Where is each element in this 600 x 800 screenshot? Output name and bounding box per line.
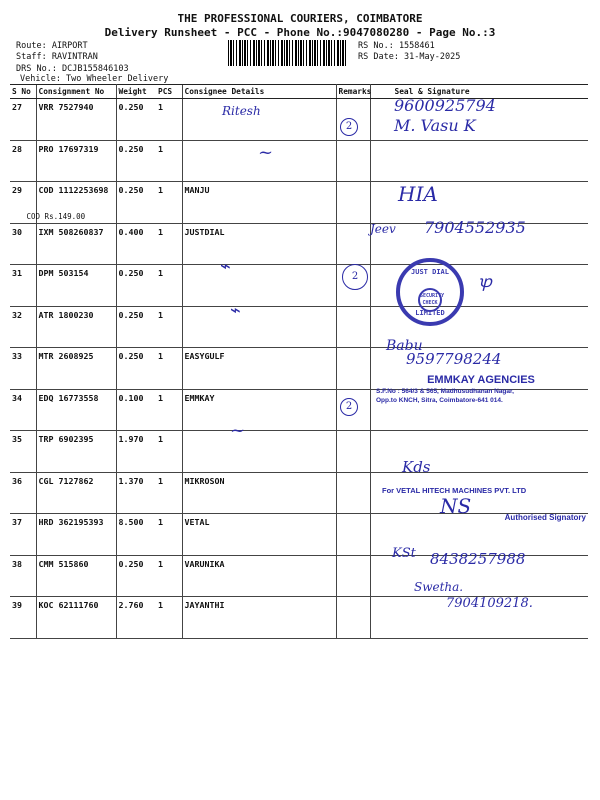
- cell-consignment-text: HRD 362195393: [38, 517, 104, 527]
- cell-consignment-text: PRO 17697319: [38, 143, 99, 154]
- hw-sign-29: HIA: [398, 182, 438, 206]
- cell-sno-text: 33: [12, 351, 22, 361]
- hw-name-33: Babu: [386, 338, 423, 354]
- hw-dash-31: ⌁: [220, 256, 231, 277]
- cell-pcs-text: 1: [158, 392, 163, 403]
- cell-remarks: [336, 472, 370, 514]
- hw-sign-37: NS: [440, 494, 472, 518]
- hw-dash-28: ~: [258, 142, 274, 163]
- cell-sno: [10, 348, 36, 390]
- cell-pcs: [156, 182, 182, 224]
- cell-remarks: [336, 514, 370, 556]
- cell-consignment: [36, 140, 116, 182]
- emmkay-stamp-address2: Opp.to KNCH, Sitra, Coimbatore-641 014.: [376, 397, 503, 404]
- cell-consignment: [36, 597, 116, 639]
- runsheet-subtitle: Delivery Runsheet - PCC - Phone No.:9047080280 - Page No.:3: [104, 26, 496, 39]
- cell-weight: [116, 348, 156, 390]
- col-pcs: PCS: [156, 85, 182, 99]
- cell-sno-text: 32: [12, 309, 22, 320]
- cell-weight: [116, 514, 156, 556]
- cell-consignment-text: IXM 508260837: [38, 226, 104, 237]
- cell-consignee-text: EMMKAY: [184, 392, 215, 403]
- cell-sno: [10, 389, 36, 431]
- cell-sno-text: 38: [12, 558, 22, 569]
- cell-remarks: [336, 348, 370, 390]
- cell-consignment-text: COD 1112253698: [38, 185, 109, 195]
- cell-remarks: [336, 140, 370, 182]
- cell-consignee: [182, 597, 336, 639]
- cell-weight-text: 0.250: [118, 185, 144, 195]
- table-row: [10, 140, 588, 182]
- runsheet-title: THE PROFESSIONAL COURIERS, COIMBATORE: [177, 12, 423, 25]
- cell-consignment: [36, 265, 116, 307]
- cell-consignee: [182, 472, 336, 514]
- emmkay-stamp-address1: S.F.No : 564/3 & 565, Madhusudhanan Nagar,: [376, 388, 514, 395]
- cell-consignee-text: JUSTDIAL: [184, 226, 225, 237]
- cell-sno-text: 31: [12, 268, 22, 278]
- justdial-stamp-center: SECURITY CHECK: [418, 288, 442, 312]
- hw-sign-31: ꝕ: [478, 272, 492, 291]
- cell-consignment-text: CMM 515860: [38, 558, 89, 569]
- hw-sign-38: KSt: [392, 546, 416, 561]
- cell-signature: [370, 140, 588, 182]
- hw-consignee-27: Ritesh: [222, 104, 261, 118]
- hw-sign-30: Jeev: [370, 222, 396, 236]
- cell-consignment-text: KOC 62111760: [38, 600, 99, 610]
- cell-weight: [116, 99, 156, 141]
- cell-pcs: [156, 597, 182, 639]
- cell-consignee: [182, 555, 336, 597]
- hw-sign-36: Kds: [402, 458, 431, 476]
- cell-pcs: [156, 223, 182, 265]
- cell-sno: [10, 99, 36, 141]
- cell-consignee: [182, 348, 336, 390]
- cell-consignment-text: TRP 6902395: [38, 434, 94, 444]
- cell-pcs: [156, 99, 182, 141]
- cell-consignment-text: VRR 7527940: [38, 102, 94, 112]
- hw-name-39: Swetha.: [414, 580, 464, 594]
- cell-consignment-text: MTR 2608925: [38, 351, 94, 361]
- cell-consignee-text: JAYANTHI: [184, 600, 225, 610]
- col-consignee: Consignee Details: [182, 85, 336, 99]
- cell-consignment-text: DPM 503154: [38, 268, 89, 278]
- cell-weight: [116, 472, 156, 514]
- cell-weight: [116, 223, 156, 265]
- cell-weight-text: 0.250: [118, 309, 144, 320]
- emmkay-stamp: [376, 374, 586, 404]
- cell-consignee: [182, 306, 336, 348]
- cell-consignee: [182, 223, 336, 265]
- cell-consignee-text: VARUNIKA: [184, 558, 225, 569]
- cell-weight-text: 0.250: [118, 102, 144, 112]
- justdial-stamp-bottom: LIMITED: [415, 309, 445, 317]
- cell-pcs-text: 1: [158, 226, 163, 237]
- col-sno: S No: [10, 85, 36, 99]
- col-weight: Weight: [116, 85, 156, 99]
- cell-pcs-text: 1: [158, 268, 163, 278]
- hw-sign-27: M. Vasu K: [394, 116, 476, 135]
- table-row: [10, 99, 588, 141]
- col-remarks: Remarks: [336, 85, 370, 99]
- cell-sno: [10, 306, 36, 348]
- justdial-stamp: [396, 258, 464, 326]
- cell-weight: [116, 431, 156, 473]
- cell-pcs-text: 1: [158, 475, 163, 486]
- cell-pcs-text: 1: [158, 517, 163, 527]
- cell-weight-text: 8.500: [118, 517, 144, 527]
- cell-weight-text: 0.100: [118, 392, 144, 403]
- cell-pcs: [156, 306, 182, 348]
- cell-remarks: [336, 597, 370, 639]
- cell-consignment: [36, 348, 116, 390]
- justdial-stamp-top: JUST DIAL: [411, 268, 449, 276]
- barcode: [228, 40, 348, 66]
- hw-phone-27: 9600925794: [394, 96, 496, 115]
- remark-mark-34: 2: [340, 398, 358, 416]
- cell-sno-text: 34: [12, 392, 22, 403]
- cell-sno: [10, 431, 36, 473]
- cell-consignee-text: MANJU: [184, 185, 210, 195]
- cell-pcs: [156, 348, 182, 390]
- table-row: [10, 182, 588, 224]
- cell-weight: [116, 597, 156, 639]
- cell-sno-text: 39: [12, 600, 22, 610]
- cell-pcs: [156, 140, 182, 182]
- cell-pcs-text: 1: [158, 102, 163, 112]
- cell-sno: [10, 140, 36, 182]
- cell-pcs-text: 1: [158, 351, 163, 361]
- vetal-stamp-name: For VETAL HITECH MACHINES PVT. LTD: [382, 486, 527, 495]
- cell-consignee-text: EASYGULF: [184, 351, 225, 361]
- cell-sno-text: 36: [12, 475, 22, 486]
- cell-sno: [10, 223, 36, 265]
- cell-consignment: [36, 472, 116, 514]
- cell-weight: [116, 182, 156, 224]
- cell-weight: [116, 140, 156, 182]
- cell-consignment-text: EDQ 16773558: [38, 392, 99, 403]
- rs-date: RS Date: 31-May-2025: [358, 52, 461, 62]
- cell-consignment: [36, 99, 116, 141]
- cell-consignment: [36, 389, 116, 431]
- cell-remarks: [336, 431, 370, 473]
- cell-sno-text: 37: [12, 517, 22, 527]
- remark-mark-31: 2: [342, 264, 368, 290]
- cell-sno: [10, 555, 36, 597]
- cell-sno-text: 27: [12, 102, 22, 112]
- cell-consignee: [182, 265, 336, 307]
- cell-remarks: [336, 223, 370, 265]
- cell-weight: [116, 389, 156, 431]
- cell-weight-text: 0.250: [118, 351, 144, 361]
- cell-consignee: [182, 182, 336, 224]
- cell-consignment: [36, 223, 116, 265]
- cell-consignee: [182, 514, 336, 556]
- hw-phone-38: 8438257988: [430, 550, 526, 568]
- cell-sno: [10, 514, 36, 556]
- cell-consignment: [36, 514, 116, 556]
- cell-pcs-text: 1: [158, 143, 163, 154]
- cell-weight: [116, 265, 156, 307]
- cell-pcs: [156, 555, 182, 597]
- route-label: Route: AIRPORT: [16, 41, 88, 51]
- cell-sno-text: 35: [12, 434, 22, 444]
- hw-phone-30: 7904552935: [424, 218, 526, 237]
- cell-consignment: [36, 431, 116, 473]
- cell-weight-text: 0.250: [118, 143, 144, 154]
- cell-pcs-text: 1: [158, 558, 163, 569]
- cell-sno-text: 29: [12, 185, 22, 195]
- table-header: [10, 85, 588, 99]
- cell-weight-text: 1.970: [118, 434, 144, 444]
- col-signature: Seal & Signature: [370, 85, 588, 99]
- cell-pcs: [156, 472, 182, 514]
- cell-weight: [116, 306, 156, 348]
- table-row: [10, 431, 588, 473]
- hw-dash-35: ~: [230, 420, 246, 441]
- rs-number: RS No.: 1558461: [358, 41, 435, 51]
- cell-remarks: [336, 555, 370, 597]
- cell-pcs: [156, 265, 182, 307]
- table-row: [10, 265, 588, 307]
- cell-consignee-text: MIKROSON: [184, 475, 225, 486]
- cell-pcs-text: 1: [158, 185, 163, 195]
- cell-weight-text: 2.760: [118, 600, 144, 610]
- cell-weight-text: 0.250: [118, 558, 144, 569]
- hw-phone-39: 7904109218.: [446, 596, 533, 611]
- cell-pcs-text: 1: [158, 434, 163, 444]
- cell-consignment-text: CGL 7127862: [38, 475, 94, 486]
- cell-sno: [10, 472, 36, 514]
- cell-consignee-text: VETAL: [184, 517, 210, 527]
- cell-weight-text: 0.250: [118, 268, 144, 278]
- staff-label: Staff: RAVINTRAN: [16, 52, 98, 62]
- hw-dash-32: ⌁: [230, 300, 241, 321]
- col-consignment: Consignment No: [36, 85, 116, 99]
- cell-pcs-text: 1: [158, 600, 163, 610]
- vetal-stamp-signatory: Authorised Signatory: [504, 513, 586, 522]
- cell-pcs: [156, 431, 182, 473]
- cell-consignee: [182, 389, 336, 431]
- cell-sno-text: 30: [12, 226, 22, 237]
- cell-pcs: [156, 389, 182, 431]
- cell-weight: [116, 555, 156, 597]
- table-row: [10, 306, 588, 348]
- emmkay-stamp-name: EMMKAY AGENCIES: [427, 374, 535, 386]
- cell-sno: [10, 265, 36, 307]
- vehicle-label: Vehicle: Two Wheeler Delivery: [20, 74, 169, 84]
- cell-remarks: [336, 306, 370, 348]
- cod-amount: COD Rs.149.00: [26, 211, 86, 221]
- cell-sno-text: 28: [12, 143, 22, 154]
- cell-consignee: [182, 431, 336, 473]
- cell-sno: [10, 597, 36, 639]
- cell-weight-text: 1.370: [118, 475, 144, 486]
- cell-pcs-text: 1: [158, 309, 163, 320]
- hw-phone-33: 9597798244: [406, 350, 502, 368]
- cell-consignment: [36, 555, 116, 597]
- cell-consignment: [36, 306, 116, 348]
- drs-number: DRS No.: DCJB155846103: [16, 64, 129, 74]
- cell-consignment-text: ATR 1800230: [38, 309, 94, 320]
- remark-mark-27: 2: [340, 118, 358, 136]
- vetal-stamp: [382, 486, 586, 522]
- cell-pcs: [156, 514, 182, 556]
- cell-weight-text: 0.400: [118, 226, 144, 237]
- cell-consignment: [26, 182, 116, 224]
- cell-remarks: [336, 182, 370, 224]
